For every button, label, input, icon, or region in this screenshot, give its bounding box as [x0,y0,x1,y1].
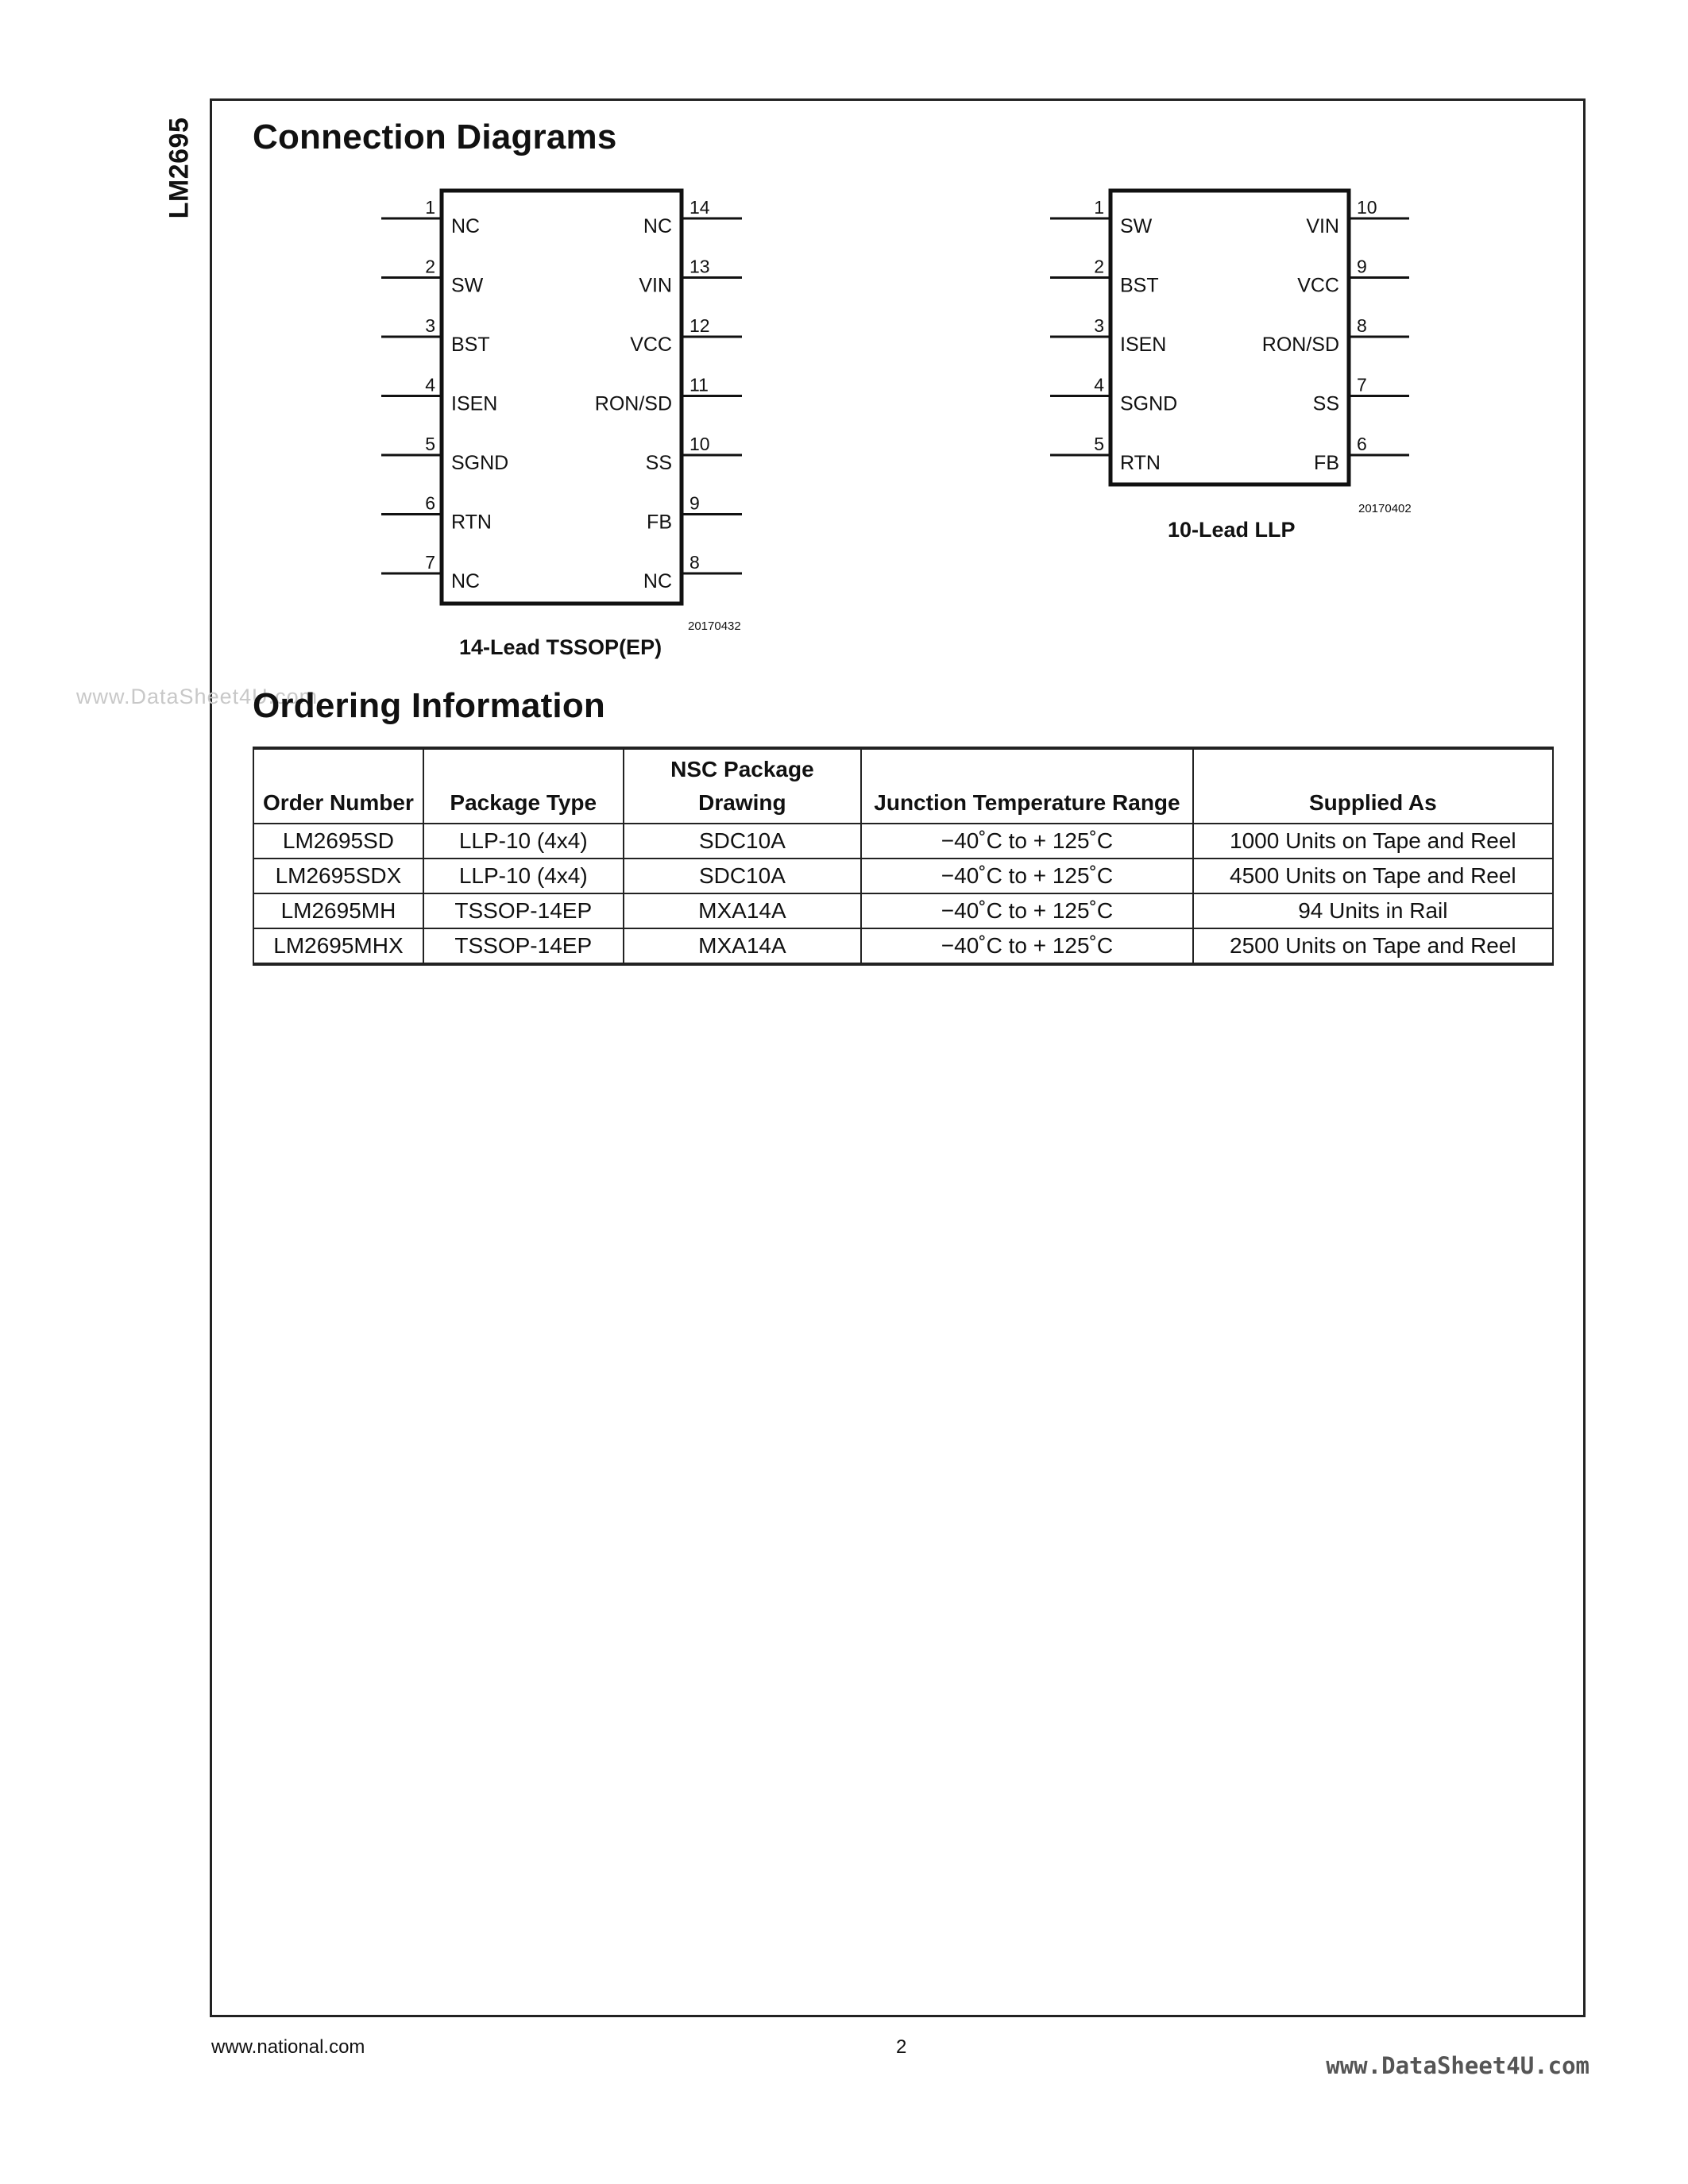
tssop-pin-name: NC [643,215,672,237]
tssop-pin-name: RON/SD [594,392,672,415]
tssop-pin-number: 13 [689,256,710,277]
tssop-pin-name: VIN [639,274,672,297]
table-row [253,928,1553,964]
ordering-table-header-row [253,748,1553,824]
side-part-label [164,113,195,224]
cell-order-number: LM2695SD [253,824,423,859]
tssop-figure-number: 20170432 [688,619,741,633]
ordering-table [253,747,1554,966]
llp-pinout [1050,183,1431,500]
cell-order-number: LM2695MHX [253,928,423,964]
llp-pin-number: 5 [1094,434,1104,454]
cell-order-number: LM2695SDX [253,859,423,893]
footer-watermark: www.DataSheet4U.com [1326,2052,1590,2079]
header-package-type: Package Type [423,748,624,824]
llp-pin-name: SS [1312,392,1339,415]
tssop-pin-number: 4 [425,374,435,396]
cell-temperature-range: −40˚C to + 125˚C [861,893,1192,928]
footer-website: www.national.com [211,2036,365,2058]
table-row [253,893,1553,928]
llp-pin-number: 2 [1094,256,1104,277]
cell-supplied-as: 94 Units in Rail [1193,893,1553,928]
llp-pin-name: ISEN [1120,334,1167,356]
tssop-pin-number: 14 [689,197,710,218]
tssop-pin-number: 7 [425,552,435,573]
cell-supplied-as: 2500 Units on Tape and Reel [1193,928,1553,964]
tssop-pin-number: 8 [689,552,700,573]
tssop-pin-name: SGND [451,452,509,474]
tssop-pin-name: VCC [630,334,672,356]
cell-nsc-drawing: MXA14A [624,928,862,964]
cell-order-number: LM2695MH [253,893,423,928]
tssop-pin-name: RTN [451,511,492,534]
tssop-pin-name: BST [451,334,490,356]
llp-pin-number: 1 [1094,197,1104,218]
llp-pin-number: 8 [1357,315,1367,336]
ordering-information-title: Ordering Information [253,686,605,725]
llp-pin-name: BST [1120,274,1159,297]
connection-diagrams-title: Connection Diagrams [253,118,617,156]
tssop-pin-name: FB [647,511,672,534]
header-junction-temperature-range: Junction Temperature Range [861,748,1192,824]
cell-supplied-as: 1000 Units on Tape and Reel [1193,824,1553,859]
cell-temperature-range: −40˚C to + 125˚C [861,928,1192,964]
llp-pin-number: 7 [1357,374,1367,396]
llp-pin-number: 9 [1357,256,1367,277]
cell-package-type: TSSOP-14EP [423,893,624,928]
cell-temperature-range: −40˚C to + 125˚C [861,824,1192,859]
tssop-pin-number: 11 [689,374,709,396]
tssop-pin-number: 2 [425,256,435,277]
tssop-pin-number: 6 [425,492,435,514]
llp-figure-number: 20170402 [1358,502,1412,515]
llp-caption: 10-Lead LLP [1168,518,1296,542]
llp-pin-name: SGND [1120,392,1178,415]
cell-package-type: TSSOP-14EP [423,928,624,964]
tssop-pinout [381,183,763,627]
cell-nsc-drawing: SDC10A [624,824,862,859]
llp-pin-name: RTN [1120,452,1161,474]
tssop-pin-number: 3 [425,315,435,336]
tssop-pin-name: NC [451,215,481,237]
cell-package-type: LLP-10 (4x4) [423,859,624,893]
tssop-pin-name: NC [451,570,481,592]
header-nsc-package-drawing: NSC Package Drawing [624,748,862,824]
tssop-pin-number: 10 [689,434,710,454]
watermark-left: www.DataSheet4U.com [76,685,319,708]
llp-diagram [1050,183,1431,504]
tssop-pin-name: ISEN [451,392,498,415]
llp-pin-name: VIN [1306,215,1339,237]
header-order-number: Order Number [253,748,423,824]
tssop-diagram [381,183,763,631]
llp-pin-number: 4 [1094,374,1104,396]
llp-pin-name: FB [1314,452,1339,474]
llp-pin-name: VCC [1297,274,1339,297]
llp-pin-name: RON/SD [1261,334,1339,356]
tssop-pin-name: SW [451,274,484,297]
table-row [253,859,1553,893]
llp-pin-number: 10 [1357,197,1377,218]
tssop-pin-number: 9 [689,492,700,514]
footer-page-number: 2 [896,2036,907,2058]
table-row [253,824,1553,859]
side-part-label-text: LM2695 [164,117,195,219]
cell-nsc-drawing: MXA14A [624,893,862,928]
tssop-caption: 14-Lead TSSOP(EP) [459,635,662,659]
cell-temperature-range: −40˚C to + 125˚C [861,859,1192,893]
cell-package-type: LLP-10 (4x4) [423,824,624,859]
header-supplied-as: Supplied As [1193,748,1553,824]
tssop-pin-number: 5 [425,434,435,454]
tssop-pin-number: 1 [425,197,435,218]
llp-pin-name: SW [1120,215,1153,237]
tssop-pin-name: NC [643,570,672,592]
tssop-pin-number: 12 [689,315,710,336]
llp-pin-number: 6 [1357,434,1367,454]
cell-nsc-drawing: SDC10A [624,859,862,893]
llp-pin-number: 3 [1094,315,1104,336]
cell-supplied-as: 4500 Units on Tape and Reel [1193,859,1553,893]
tssop-pin-name: SS [645,452,672,474]
